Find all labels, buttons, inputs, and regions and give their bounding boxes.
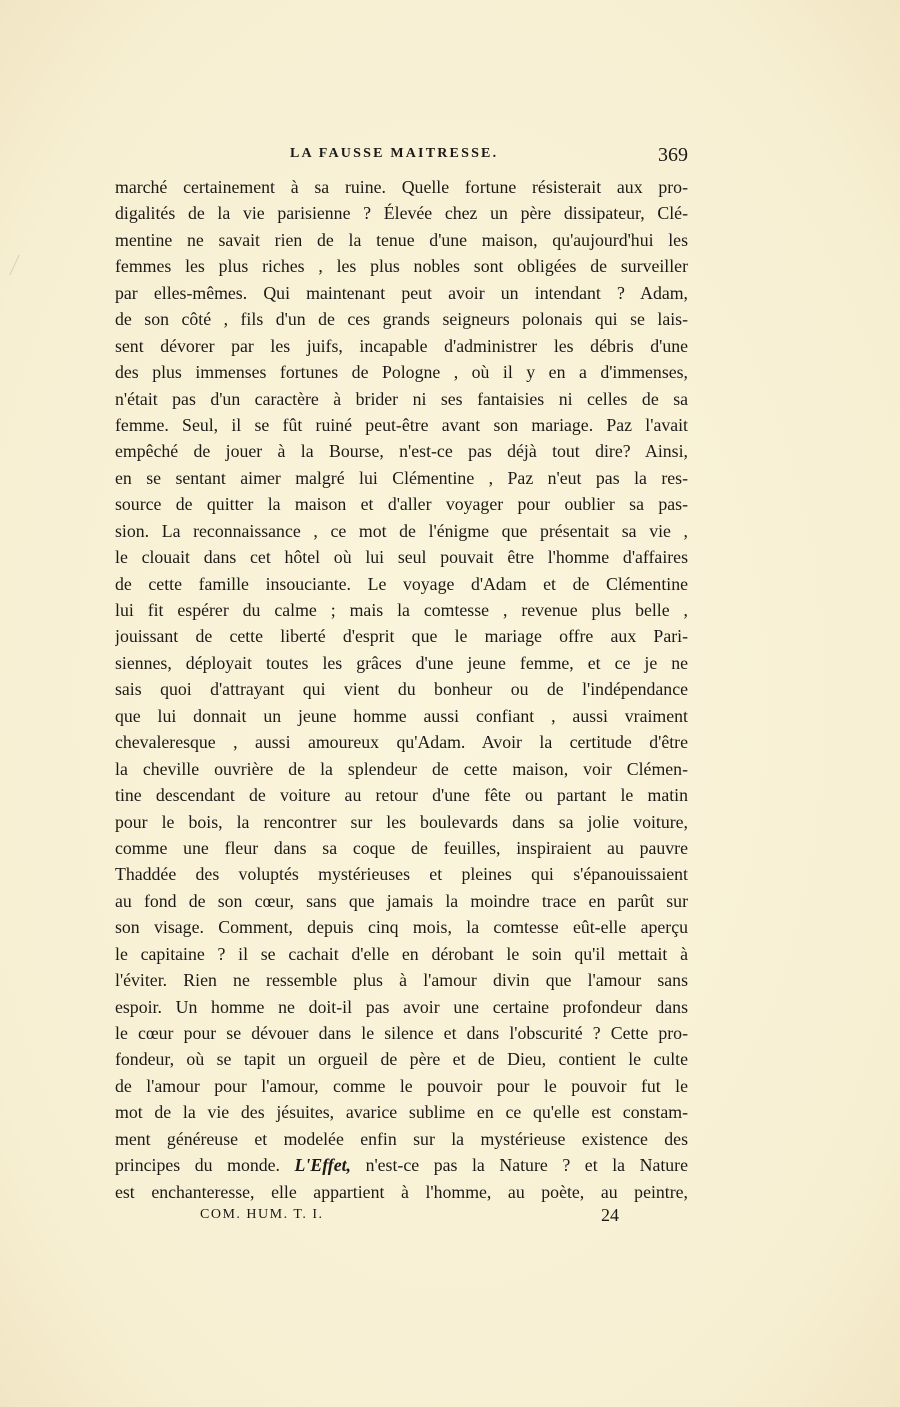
text-line: la cheville ouvrière de la splendeur de cette maison, voir Clémen- [115,758,688,779]
text-line: source de quitter la maison et d'aller voyager pour oublier sa pas- [115,494,688,515]
text-line: femme. Seul, il se fût ruiné peut-être avant son mariage. Paz l'avait [115,414,688,435]
text-line: jouissant de cette liberté d'esprit que le mariage offre aux Pari- [115,626,688,647]
text-segment: n'est-ce pas la Nature ? et la Nature [351,1155,688,1176]
text-line: tine descendant de voiture au retour d'une fête ou partant le matin [115,785,688,806]
signature-mark: COM. HUM. T. I. [200,1207,324,1222]
text-line: mot de la vie des jésuites, avarice sublime en ce qu'elle est constam- [115,1102,688,1123]
text-segment: principes du monde. [115,1155,295,1176]
page-number: 369 [658,144,688,166]
text-line [115,1152,688,1178]
text-line: en se sentant aimer malgré lui Clémentine , Paz n'eut pas la res- [115,467,688,488]
text-line: le cœur pour se dévouer dans le silence et dans l'obscurité ? Cette pro- [115,1023,688,1043]
text-line: de son côté , fils d'un de ces grands seigneurs polonais qui se lais- [115,309,688,330]
text-line: le clouait dans cet hôtel où lui seul pouvait être l'homme d'affaires [115,547,688,568]
body-text [115,174,688,1205]
text-line: de cette famille insouciante. Le voyage d'Adam et de Clémentine [115,573,688,594]
text-line: sent dévorer par les juifs, incapable d'administrer les débris d'une [115,335,688,356]
text-line: ment généreuse et modelée enfin sur la mystérieuse existence des [115,1128,688,1149]
text-line: le capitaine ? il se cachait d'elle en dérobant le soin qu'il mettait à [115,943,688,964]
text-line: mentine ne savait rien de la tenue d'une maison, qu'aujourd'hui les [115,229,688,250]
text-line: chevaleresque , aussi amoureux qu'Adam. Avoir la certitude d'être [115,732,688,753]
text-line: empêché de jouer à la Bourse, n'est-ce pas déjà tout dire? Ainsi, [115,441,688,462]
text-line: des plus immenses fortunes de Pologne , où il y en a d'immenses, [115,362,688,383]
italic-phrase: L'Effet, [294,1155,351,1176]
text-line: est enchanteresse, elle appartient à l'homme, au poète, au peintre, [115,1181,688,1202]
text-line: au fond de son cœur, sans que jamais la moindre trace en parût sur [115,890,688,911]
text-line: fondeur, où se tapit un orgueil de père et de Dieu, contient le culte [115,1049,688,1070]
text-line: Thaddée des voluptés mystérieuses et pleines qui s'épanouissaient [115,864,688,885]
text-line: son visage. Comment, depuis cinq mois, la comtesse eût-elle aperçu [115,917,688,938]
text-line: sion. La reconnaissance , ce mot de l'énigme que présentait sa vie , [115,520,688,541]
signature-number: 24 [601,1205,619,1225]
text-line: par elles-mêmes. Qui maintenant peut avoir un intendant ? Adam, [115,282,688,303]
text-line: espoir. Un homme ne doit-il pas avoir une certaine profondeur dans [115,996,688,1017]
text-line: pour le bois, la rencontrer sur les boulevards dans sa jolie voiture, [115,811,688,832]
running-head [115,144,688,170]
text-line: femmes les plus riches , les plus nobles sont obligées de surveiller [115,256,688,277]
text-line: lui fit espérer du calme ; mais la comtesse , revenue plus belle , [115,600,688,620]
running-head-title: LA FAUSSE MAITRESSE. [290,146,499,161]
text-line: sais quoi d'attrayant qui vient du bonheur ou de l'indépendance [115,679,688,700]
text-line: comme une fleur dans sa coque de feuilles, inspiraient au pauvre [115,837,688,858]
text-line: de l'amour pour l'amour, comme le pouvoir pour le pouvoir fut le [115,1075,688,1096]
text-line: digalités de la vie parisienne ? Élevée chez un père dissipateur, Clé- [115,203,688,224]
text-line: l'éviter. Rien ne ressemble plus à l'amour divin que l'amour sans [115,970,688,991]
text-line: marché certainement à sa ruine. Quelle fortune résisterait aux pro- [115,177,688,197]
text-line: que lui donnait un jeune homme aussi confiant , aussi vraiment [115,705,688,726]
text-line: n'était pas d'un caractère à brider ni ses fantaisies ni celles de sa [115,388,688,409]
page-footer [115,1205,688,1229]
text-line: siennes, déployait toutes les grâces d'une jeune femme, et ce je ne [115,652,688,673]
